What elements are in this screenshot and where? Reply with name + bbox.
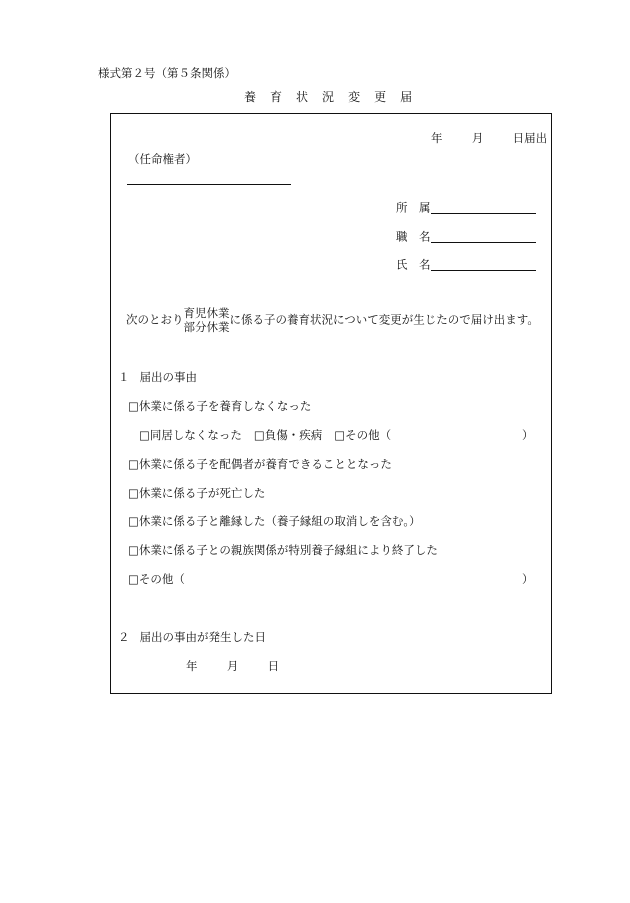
reason-other[interactable]: □その他（ [128, 572, 185, 586]
option-partial-leave[interactable]: 部分休業 [183, 320, 230, 335]
reason-spouse-can-raise[interactable]: □休業に係る子を配偶者が養育できることとなった [128, 457, 392, 471]
title-char: 更 [374, 90, 387, 104]
day-label: 日 [267, 659, 280, 673]
year-label: 年 [186, 659, 198, 673]
position-field[interactable] [431, 230, 536, 243]
reason-special-adoption[interactable]: □休業に係る子との親族関係が特別養子縁組により終了した [128, 543, 438, 557]
month-label: 月 [471, 131, 484, 145]
section2-number: ２ [118, 630, 130, 644]
reason-injury-illness[interactable]: □負傷・疾病 [253, 428, 323, 442]
title-char: 状 [296, 90, 309, 104]
month-label: 月 [226, 659, 239, 673]
form-title [244, 91, 412, 103]
reason-dissolved-adoption[interactable]: □休業に係る子と離縁した（養子縁組の取消しを含む。） [128, 514, 421, 528]
affiliation-label: 所 属 [396, 200, 431, 215]
year-label: 年 [431, 131, 443, 145]
affiliation-row [396, 201, 536, 214]
name-row [396, 258, 536, 271]
title-char: 育 [270, 90, 283, 104]
reason-sub-other[interactable]: □その他（ [334, 428, 392, 442]
reason-sub-row [139, 430, 391, 442]
statement [126, 306, 539, 335]
statement-prefix: 次のとおり [126, 312, 184, 327]
section1-title: 届出の事由 [139, 370, 197, 384]
position-label: 職 名 [396, 229, 431, 244]
title-char: 変 [348, 90, 361, 104]
section2-title: 届出の事由が発生した日 [139, 630, 266, 644]
title-char: 況 [322, 90, 335, 104]
section1-number: １ [118, 370, 130, 384]
title-char: 養 [244, 90, 257, 104]
day-submit-label: 日届出 [512, 131, 548, 145]
occurrence-date[interactable] [186, 661, 279, 673]
submission-date[interactable] [431, 133, 547, 145]
reason-child-died[interactable]: □休業に係る子が死亡した [128, 486, 266, 500]
appointer-label: （任命権者） [128, 152, 197, 166]
section1-heading [118, 372, 197, 384]
option-childcare-leave[interactable]: 育児休業 [183, 306, 230, 320]
section2-heading [118, 632, 266, 644]
statement-suffix: に係る子の養育状況について変更が生じたので届け出ます。 [229, 312, 539, 327]
appointer-line[interactable] [127, 184, 291, 185]
affiliation-field[interactable] [431, 201, 536, 214]
leave-type-options [184, 306, 230, 335]
name-label: 氏 名 [396, 257, 431, 272]
reason-not-cohabiting[interactable]: □同居しなくなった [139, 428, 242, 442]
reason-other-close: ） [522, 572, 534, 586]
position-row [396, 230, 536, 243]
reason-not-raising[interactable]: □休業に係る子を養育しなくなった [128, 399, 312, 413]
form-number: 様式第２号（第５条関係） [98, 66, 236, 80]
reason-sub-other-close: ） [522, 428, 534, 442]
name-field[interactable] [431, 258, 536, 271]
title-char: 届 [400, 90, 413, 104]
